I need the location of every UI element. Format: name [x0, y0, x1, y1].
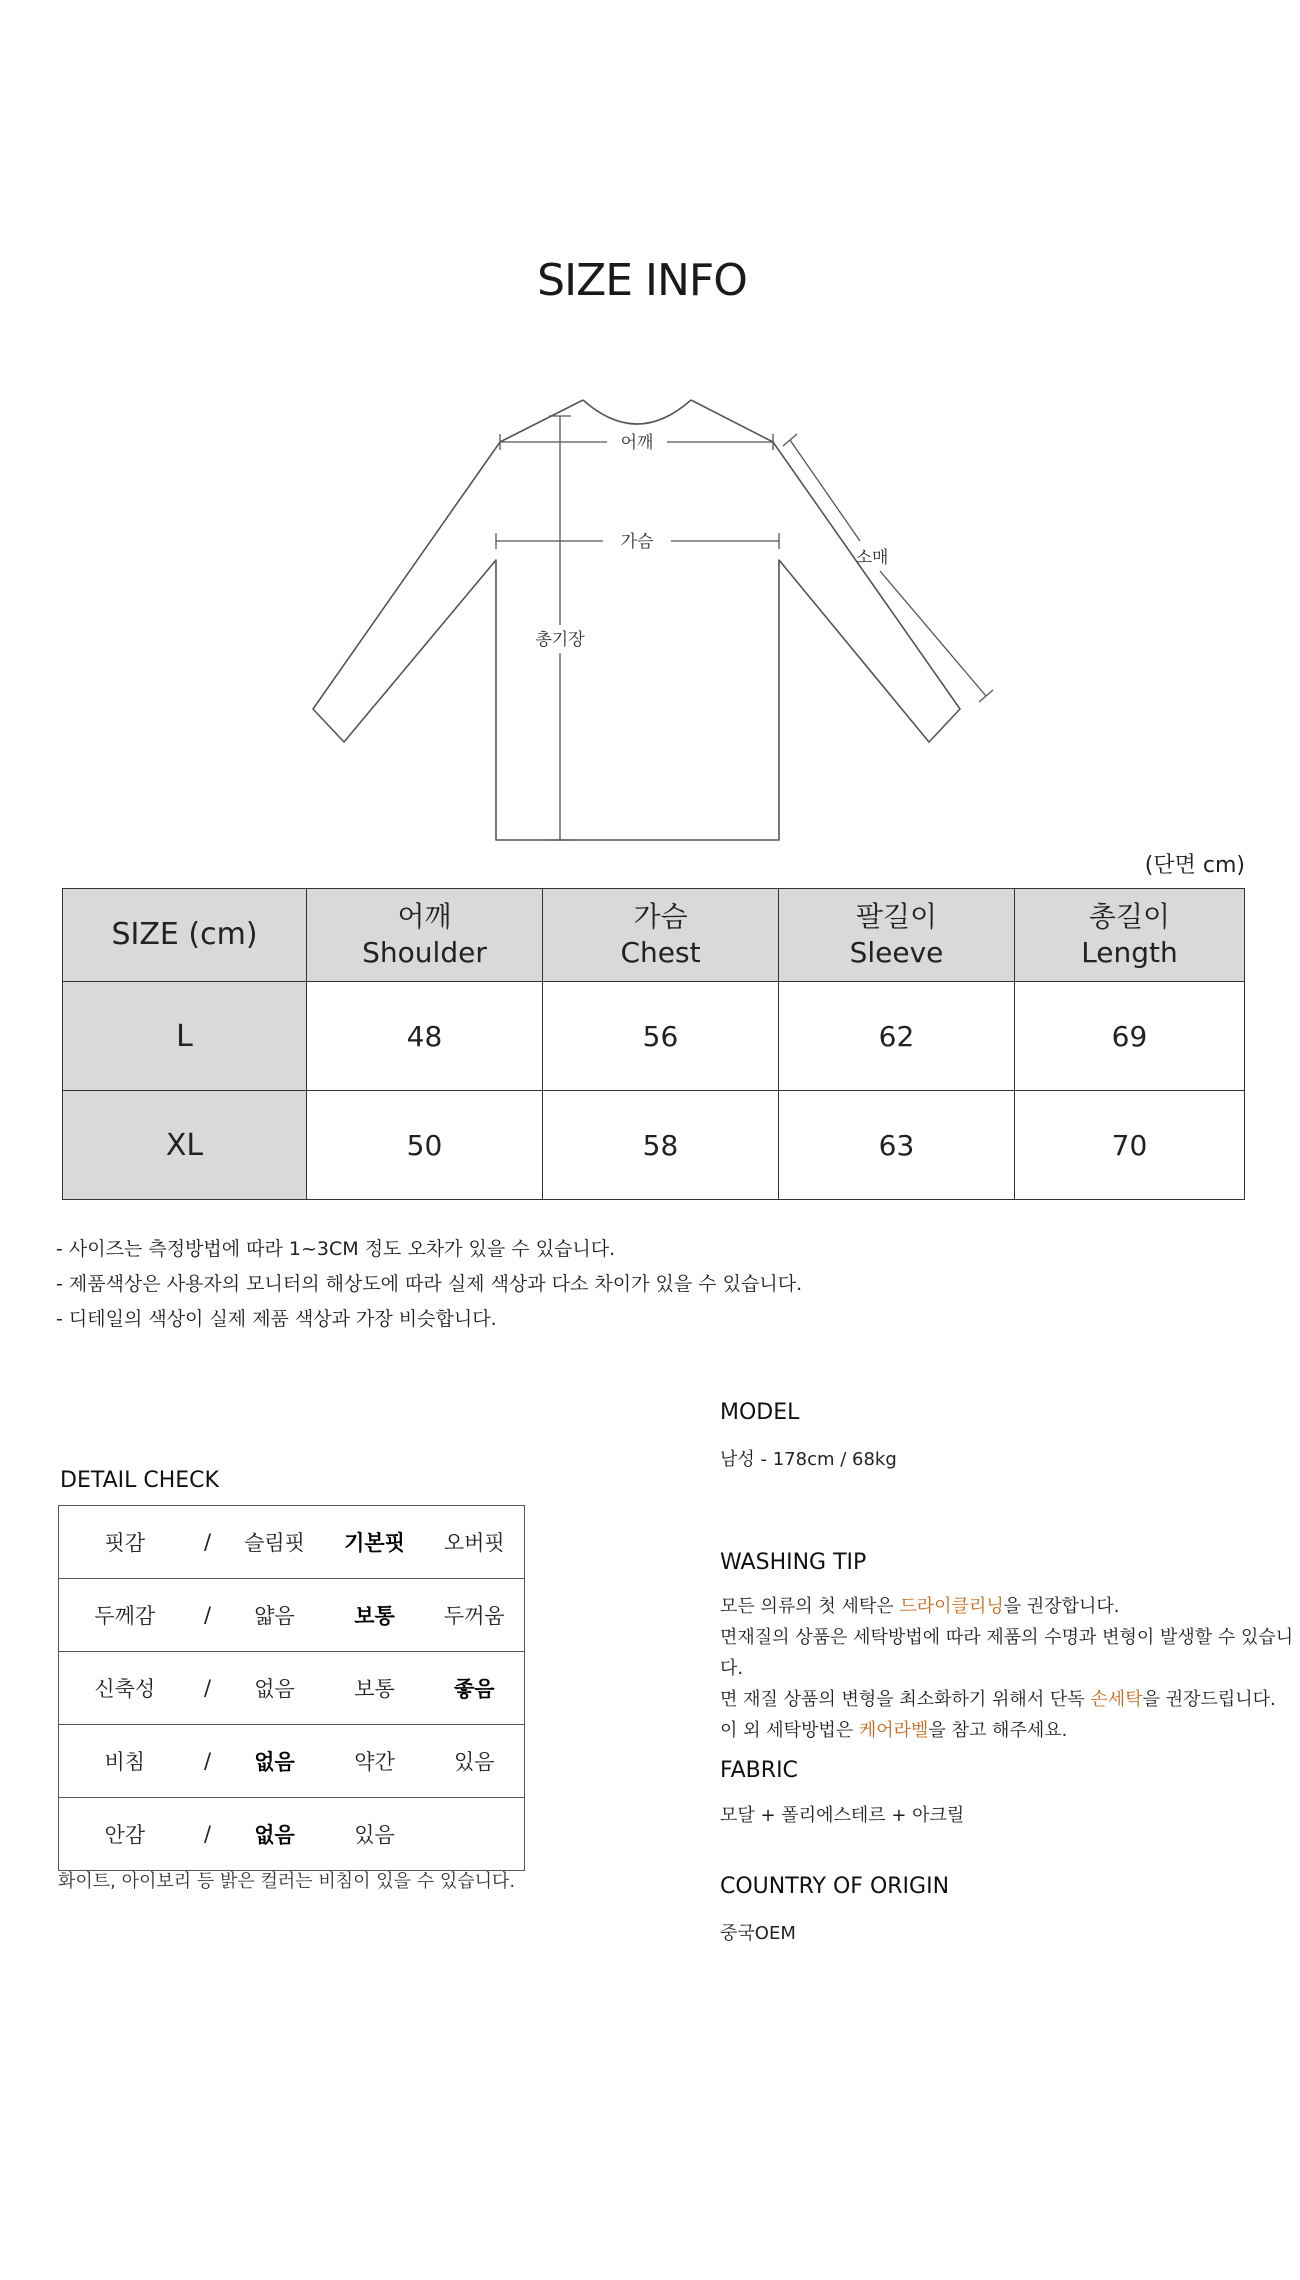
- header-shoulder: [307, 889, 543, 982]
- size-cell: L: [63, 982, 307, 1091]
- length-measure: [549, 416, 571, 840]
- table-row: [63, 982, 1245, 1091]
- header-length-ko: 총길이: [1088, 900, 1171, 933]
- washing-line-4: [720, 1715, 1300, 1746]
- garment-outline: [313, 400, 960, 840]
- length-cell: 70: [1015, 1091, 1245, 1200]
- washing-highlight-hand-wash: 손세탁: [1090, 1689, 1143, 1710]
- detail-check-separator: /: [191, 1798, 225, 1871]
- washing-highlight-dry-clean: 드라이클리닝: [899, 1596, 1004, 1617]
- header-shoulder-ko: 어깨: [397, 900, 452, 933]
- model-heading: MODEL: [720, 1400, 800, 1425]
- detail-check-row: [59, 1579, 525, 1652]
- detail-check-option-selected: 좋음: [425, 1652, 525, 1725]
- detail-check-option-selected: 보통: [325, 1579, 425, 1652]
- shoulder-cell: 48: [307, 982, 543, 1091]
- detail-check-option: 슬림핏: [225, 1506, 325, 1579]
- detail-check-option: 약간: [325, 1725, 425, 1798]
- washing-line-1-pre: 모든 의류의 첫 세탁은: [720, 1596, 900, 1617]
- detail-check-option: 있음: [325, 1798, 425, 1871]
- detail-check-option-selected: 없음: [225, 1798, 325, 1871]
- detail-check-table: [58, 1505, 525, 1871]
- detail-check-separator: /: [191, 1652, 225, 1725]
- sleeve-cell: 62: [779, 982, 1015, 1091]
- header-chest-ko: 가슴: [633, 900, 688, 933]
- detail-check-separator: /: [191, 1725, 225, 1798]
- detail-check-row: [59, 1725, 525, 1798]
- detail-check-option: 있음: [425, 1725, 525, 1798]
- detail-check-row: [59, 1652, 525, 1725]
- washing-highlight-care-label: 케어라벨: [858, 1720, 929, 1741]
- note-line: - 제품색상은 사용자의 모니터의 해상도에 따라 실제 색상과 다소 차이가 있을 수 있습니다.: [56, 1273, 803, 1295]
- fabric-heading: FABRIC: [720, 1758, 798, 1783]
- model-text: 남성 - 178cm / 68kg: [720, 1449, 897, 1470]
- shoulder-cell: 50: [307, 1091, 543, 1200]
- detail-check-row: [59, 1506, 525, 1579]
- length-label: 총기장: [535, 630, 585, 650]
- washing-line-4-pre: 이 외 세탁방법은: [720, 1720, 859, 1741]
- unit-note: (단면 cm): [1144, 853, 1245, 878]
- table-row: [63, 1091, 1245, 1200]
- detail-check-row: [59, 1798, 525, 1871]
- header-chest-en: Chest: [620, 936, 701, 969]
- detail-check-note: 화이트, 아이보리 등 밝은 컬러는 비침이 있을 수 있습니다.: [58, 1871, 516, 1892]
- washing-heading: WASHING TIP: [720, 1550, 867, 1575]
- chest-cell: 56: [543, 982, 779, 1091]
- detail-check-label: 두께감: [59, 1579, 191, 1652]
- detail-check-option: 얇음: [225, 1579, 325, 1652]
- detail-check-separator: /: [191, 1579, 225, 1652]
- washing-line-1: [720, 1591, 1300, 1622]
- washing-text: [720, 1591, 1300, 1746]
- detail-check-option: 오버핏: [425, 1506, 525, 1579]
- length-cell: 69: [1015, 982, 1245, 1091]
- chest-cell: 58: [543, 1091, 779, 1200]
- page-title: SIZE INFO: [537, 255, 747, 306]
- header-size-label: SIZE (cm): [111, 917, 258, 952]
- detail-check-option: 없음: [225, 1652, 325, 1725]
- washing-line-4-post: 을 참고 해주세요.: [928, 1720, 1068, 1741]
- washing-line-3-post: 을 권장드립니다.: [1142, 1689, 1276, 1710]
- sleeve-measure: [783, 434, 993, 702]
- detail-check-option-selected: 없음: [225, 1725, 325, 1798]
- chest-label: 가슴: [620, 532, 654, 552]
- size-cell: XL: [63, 1091, 307, 1200]
- size-table-header: [63, 889, 1245, 982]
- note-line: - 사이즈는 측정방법에 따라 1~3CM 정도 오차가 있을 수 있습니다.: [56, 1238, 616, 1260]
- detail-check-label: 신축성: [59, 1652, 191, 1725]
- fabric-text: 모달 + 폴리에스테르 + 아크릴: [720, 1805, 965, 1826]
- header-sleeve-ko: 팔길이: [855, 900, 938, 933]
- detail-check-label: 안감: [59, 1798, 191, 1871]
- detail-check-option: 두꺼움: [425, 1579, 525, 1652]
- washing-line-1-post: 을 권장합니다.: [1003, 1596, 1120, 1617]
- size-table: [62, 888, 1245, 1200]
- size-notes: [56, 1232, 802, 1337]
- washing-line-2: 면재질의 상품은 세탁방법에 따라 제품의 수명과 변형이 발생할 수 있습니다.: [720, 1627, 1294, 1679]
- header-length-en: Length: [1081, 936, 1178, 969]
- detail-check-separator: /: [191, 1506, 225, 1579]
- sleeve-label: 소매: [855, 548, 889, 568]
- header-size: [63, 889, 307, 982]
- header-sleeve: [779, 889, 1015, 982]
- detail-check-title: DETAIL CHECK: [60, 1468, 219, 1493]
- shoulder-label: 어깨: [620, 433, 654, 453]
- note-line: - 디테일의 색상이 실제 제품 색상과 가장 비슷합니다.: [56, 1308, 497, 1330]
- detail-check-label: 비침: [59, 1725, 191, 1798]
- garment-diagram: [300, 388, 1000, 848]
- header-shoulder-en: Shoulder: [362, 936, 487, 969]
- washing-line-3-pre: 면 재질 상품의 변형을 최소화하기 위해서 단독: [720, 1689, 1091, 1710]
- detail-check-option-selected: 기본핏: [325, 1506, 425, 1579]
- detail-check-option: [425, 1798, 525, 1871]
- sleeve-cell: 63: [779, 1091, 1015, 1200]
- header-chest: [543, 889, 779, 982]
- washing-line-3: [720, 1684, 1300, 1715]
- header-sleeve-en: Sleeve: [849, 936, 944, 969]
- origin-heading: COUNTRY OF ORIGIN: [720, 1874, 950, 1899]
- detail-check-option: 보통: [325, 1652, 425, 1725]
- origin-text: 중국OEM: [720, 1923, 796, 1944]
- header-length: [1015, 889, 1245, 982]
- detail-check-label: 핏감: [59, 1506, 191, 1579]
